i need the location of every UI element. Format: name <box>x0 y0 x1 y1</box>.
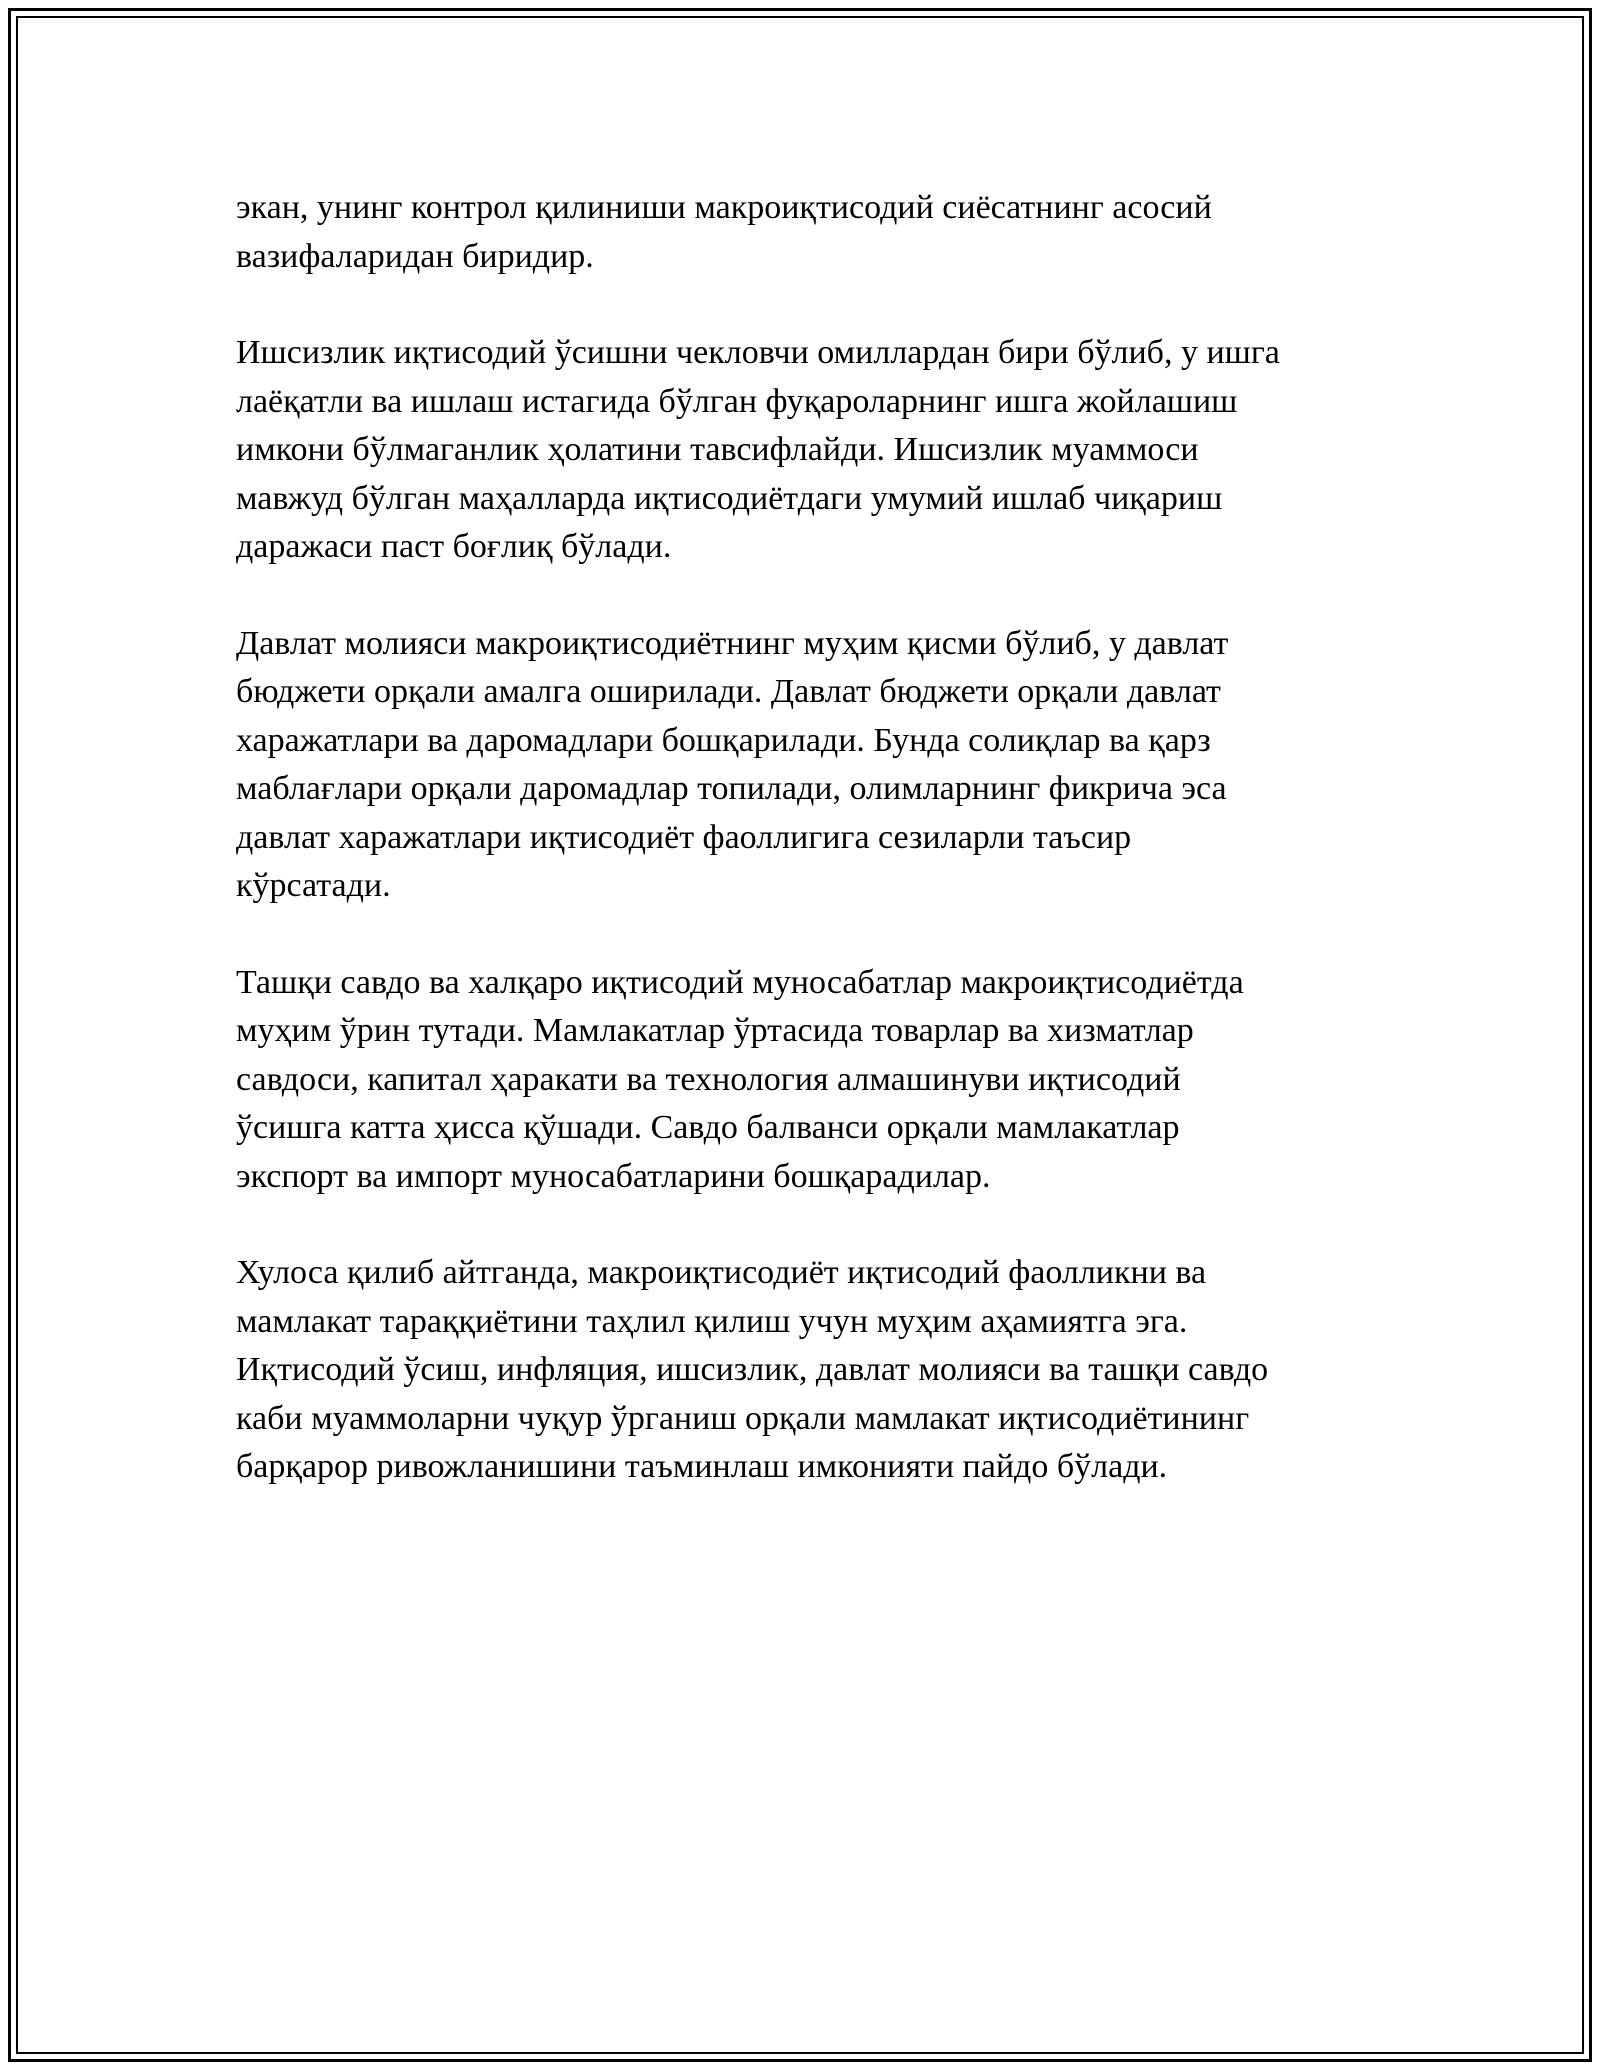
text-line: экспорт ва импорт муносабатларини бошқарадилар. <box>236 1157 991 1195</box>
text-line: мамлакат тараққиётини таҳлил қилиш учун муҳим аҳамиятга эга. <box>236 1302 1188 1340</box>
text-line: Давлат молияси макроиқтисодиётнинг муҳим қисми бўлиб, у давлат <box>236 624 1229 662</box>
text-line: савдоси, капитал ҳаракати ва технология алмашинуви иқтисодий <box>236 1060 1181 1098</box>
text-line: имкони бўлмаганлик ҳолатини тавсифлайди. Ишсизлик муаммоси <box>236 431 1199 468</box>
text-line: Ташқи савдо ва халқаро иқтисодий муносабатлар макроиқтисодиётда <box>236 963 1244 1001</box>
text-line: барқарор ривожланишини таъминлаш имконияти пайдо бўлади. <box>236 1448 1168 1485</box>
text-line: каби муаммоларни чуқур ўрганиш орқали мамлакат иқтисодиётининг <box>236 1399 1250 1437</box>
text-line: Хулоса қилиб айтганда, макроиқтисодиёт иқтисодий фаолликни ва <box>236 1254 1207 1291</box>
text-line: харажатлари ва даромадлари бошқарилади. Бунда солиқлар ва қарз <box>236 721 1211 759</box>
text-line: Ишсизлик иқтисодий ўсишни чекловчи омиллардан бири бўлиб, у ишга <box>236 334 1280 371</box>
text-line: муҳим ўрин тутади. Мамлакатлар ўртасида товарлар ва хизматлар <box>236 1012 1194 1049</box>
text-line: экан, унинг контрол қилиниши макроиқтисодий сиёсатнинг асосий <box>236 189 1212 226</box>
text-line: вазифаларидан биридир. <box>236 237 594 275</box>
text-line: лаёқатли ва ишлаш истагида бўлган фуқароларнинг ишга жойлашиш <box>236 382 1238 420</box>
paragraph-2 <box>236 329 1370 572</box>
text-line: мавжуд бўлган маҳалларда иқтисодиётдаги умумий ишлаб чиқариш <box>236 479 1223 517</box>
text-line: даражаси паст боғлиқ бўлади. <box>236 528 672 565</box>
text-line: кўрсатади. <box>236 867 391 904</box>
paragraph-3 <box>236 620 1370 911</box>
paragraph-4 <box>236 959 1370 1202</box>
document-body <box>236 184 1370 1492</box>
text-line: давлат харажатлари иқтисодиёт фаоллигига сезиларли таъсир <box>236 818 1132 856</box>
text-line: Иқтисодий ўсиш, инфляция, ишсизлик, давлат молияси ва ташқи савдо <box>236 1351 1269 1388</box>
text-line: ўсишга катта ҳисса қўшади. Савдо балванси орқали мамлакатлар <box>236 1109 1180 1146</box>
text-line: бюджети орқали амалга оширилади. Давлат бюджети орқали давлат <box>236 673 1221 710</box>
paragraph-1 <box>236 184 1370 281</box>
paragraph-5 <box>236 1249 1370 1492</box>
text-line: маблағлари орқали даромадлар топилади, олимларнинг фикрича эса <box>236 770 1227 807</box>
